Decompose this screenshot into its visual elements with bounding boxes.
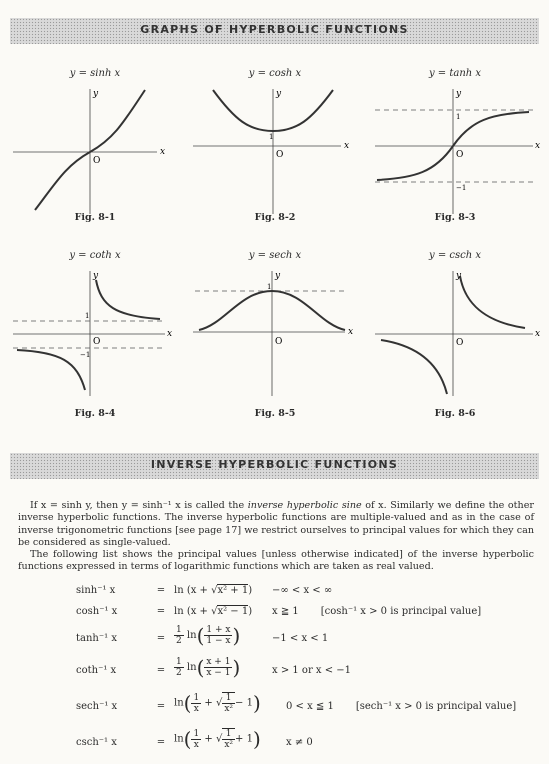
ln-term: ln (x + bbox=[174, 606, 212, 617]
graph-equation: y = sech x bbox=[248, 250, 302, 261]
radicand: x² + 1 bbox=[217, 585, 249, 596]
figure-caption: Fig. 8-4 bbox=[74, 408, 116, 419]
graph-cosh-plot bbox=[185, 84, 365, 254]
origin-label: O bbox=[456, 150, 464, 160]
formula-rhs: ln (x + √x² − 1) bbox=[174, 606, 253, 617]
formula-equals: = bbox=[156, 701, 166, 712]
intro-paragraph bbox=[18, 500, 534, 550]
coth-curve-left bbox=[17, 350, 85, 390]
origin-label: O bbox=[275, 337, 283, 347]
reciprocal-fraction: $\frac{1}{x}$ bbox=[193, 728, 200, 750]
para-emphasis: inverse hyperbolic sine bbox=[247, 500, 362, 511]
figure-caption: Fig. 8-6 bbox=[434, 408, 476, 419]
tick-label: 1 bbox=[456, 113, 461, 121]
graph-equation: y = tanh x bbox=[428, 68, 482, 79]
formula-rhs: ln( $\frac{1}{x}$ + √ $\frac{1}{\text{x²}}$ − 1) bbox=[174, 691, 261, 715]
section-title: GRAPHS OF HYPERBOLIC FUNCTIONS bbox=[140, 23, 409, 36]
formula-domain bbox=[272, 606, 542, 617]
y-axis-label: y bbox=[93, 89, 99, 99]
formula-lhs: coth⁻¹ x bbox=[76, 665, 117, 676]
ln-term: ln bbox=[174, 697, 184, 709]
para-text: The following list shows the principal values [unless otherwise indicated] of the inverse hyperbolic functions expressed in terms of logarithmic functions which are taken as real valued. bbox=[18, 549, 534, 573]
tick-label: 1 bbox=[267, 283, 272, 291]
radical-tail: − 1 bbox=[235, 697, 253, 709]
graph-equation: y = cosh x bbox=[248, 68, 302, 79]
x-axis-label: x bbox=[344, 141, 350, 151]
close-paren: ) bbox=[248, 585, 253, 596]
graph-cosh bbox=[185, 68, 365, 254]
formula-row-acoth bbox=[0, 657, 549, 687]
figure-caption: Fig. 8-5 bbox=[254, 408, 296, 419]
formula-lhs: sech⁻¹ x bbox=[76, 701, 118, 712]
origin-label: O bbox=[456, 338, 464, 348]
x-axis-label: x bbox=[535, 141, 541, 151]
csch-curve-left bbox=[381, 340, 447, 394]
section-banner-inverse bbox=[10, 453, 539, 479]
x-axis-label: x bbox=[160, 147, 166, 157]
half-fraction: $\frac{1}{2}$ bbox=[176, 657, 182, 678]
formula-domain: −1 < x < 1 bbox=[272, 633, 329, 644]
principal-value-note: [sech⁻¹ x > 0 is principal value] bbox=[355, 701, 517, 712]
radicand: x² − 1 bbox=[217, 606, 249, 617]
section-banner-graphs bbox=[10, 18, 539, 44]
ln-term: ln bbox=[174, 733, 184, 745]
formula-domain: x > 1 or x < −1 bbox=[272, 665, 352, 676]
origin-label: O bbox=[276, 150, 284, 160]
y-axis-label: y bbox=[275, 271, 281, 281]
graph-coth bbox=[5, 250, 185, 436]
half-fraction: $\frac{1}{2}$ bbox=[176, 625, 182, 646]
y-axis-label: y bbox=[276, 89, 282, 99]
y-axis-label: y bbox=[93, 271, 99, 281]
formula-rhs: $\frac{1}{2}$ ln( $\frac{x + 1}{x - 1}$ ) bbox=[176, 655, 241, 680]
tick-label: 1 bbox=[85, 312, 90, 320]
figure-caption: Fig. 8-1 bbox=[74, 212, 116, 223]
reciprocal-fraction: $\frac{1}{x}$ bbox=[193, 692, 200, 714]
figure-caption: Fig. 8-2 bbox=[254, 212, 296, 223]
ratio-fraction: $\frac{1 + x}{1 - x}$ bbox=[206, 625, 231, 646]
formula-domain: x ≠ 0 bbox=[286, 737, 313, 748]
domain-text: 0 < x ≦ 1 bbox=[286, 701, 334, 712]
plus-sign: + bbox=[204, 697, 213, 709]
formula-equals: = bbox=[156, 665, 166, 676]
graph-sinh-plot bbox=[5, 84, 185, 254]
ln-term: ln bbox=[186, 630, 197, 641]
radical-fraction: $\frac{1}{\text{x²}}$ bbox=[224, 693, 234, 714]
list-intro-paragraph bbox=[18, 549, 534, 574]
radical-fraction: $\frac{1}{\text{x²}}$ bbox=[224, 729, 234, 750]
graph-equation: y = sinh x bbox=[69, 68, 121, 79]
plus-sign: + bbox=[204, 733, 213, 745]
ln-term: ln (x + bbox=[174, 585, 212, 596]
formula-lhs: cosh⁻¹ x bbox=[76, 606, 118, 617]
radical-tail: + 1 bbox=[235, 733, 253, 745]
tick-label: −1 bbox=[456, 184, 467, 192]
x-axis-label: x bbox=[167, 329, 173, 339]
figure-caption: Fig. 8-3 bbox=[434, 212, 476, 223]
formula-row-atanh bbox=[0, 625, 549, 655]
x-axis-label: x bbox=[535, 329, 541, 339]
ln-term: ln bbox=[186, 662, 197, 673]
csch-curve-right bbox=[460, 276, 525, 328]
ratio-fraction: $\frac{x + 1}{x - 1}$ bbox=[206, 657, 231, 678]
formula-domain: −∞ < x < ∞ bbox=[272, 585, 333, 596]
graph-equation: y = csch x bbox=[429, 250, 481, 261]
formula-rhs: $\frac{1}{2}$ ln( $\frac{1 + x}{1 - x}$ ) bbox=[176, 623, 241, 648]
close-paren: ) bbox=[248, 606, 253, 617]
coth-curve-right bbox=[96, 280, 160, 319]
section-title: INVERSE HYPERBOLIC FUNCTIONS bbox=[150, 458, 399, 471]
tick-label: 1 bbox=[269, 133, 274, 141]
graph-equation: y = coth x bbox=[69, 250, 121, 261]
formula-equals: = bbox=[156, 737, 166, 748]
origin-label: O bbox=[93, 337, 101, 347]
formula-rhs: ln( $\frac{1}{x}$ + √ $\frac{1}{\text{x²}}$ + 1) bbox=[174, 727, 261, 751]
x-axis-label: x bbox=[348, 327, 354, 337]
y-axis-label: y bbox=[456, 89, 462, 99]
principal-value-note: [cosh⁻¹ x > 0 is principal value] bbox=[320, 606, 482, 617]
formula-equals: = bbox=[156, 606, 166, 617]
formula-row-asech bbox=[0, 692, 549, 724]
graph-tanh bbox=[365, 68, 545, 254]
formula-equals: = bbox=[156, 585, 166, 596]
graph-sech bbox=[185, 250, 365, 436]
tick-label: −1 bbox=[80, 351, 91, 359]
graph-sinh bbox=[5, 68, 185, 254]
formula-lhs: csch⁻¹ x bbox=[76, 737, 117, 748]
domain-text: x ≧ 1 bbox=[272, 606, 299, 617]
graph-csch bbox=[365, 250, 545, 436]
y-axis-label: y bbox=[456, 271, 462, 281]
formula-domain bbox=[286, 701, 549, 712]
formula-equals: = bbox=[156, 633, 166, 644]
origin-label: O bbox=[93, 156, 101, 166]
formula-row-acsch bbox=[0, 728, 549, 760]
formula-lhs: sinh⁻¹ x bbox=[76, 585, 116, 596]
para-text: If x = sinh y, then y = sinh⁻¹ x is called the bbox=[30, 500, 248, 511]
para-text: of x. Similarly we define the other inverse hyperbolic functions. The inverse hyperbolic functions are multiple-valued and as in the case of inverse trigonometric functions [see page 17] we restrict ourselves to principal values for which they can be considered as single-valued. bbox=[18, 500, 534, 549]
formula-rhs: ln (x + √x² + 1) bbox=[174, 585, 253, 596]
graph-tanh-plot bbox=[365, 84, 545, 254]
formula-lhs: tanh⁻¹ x bbox=[76, 633, 117, 644]
